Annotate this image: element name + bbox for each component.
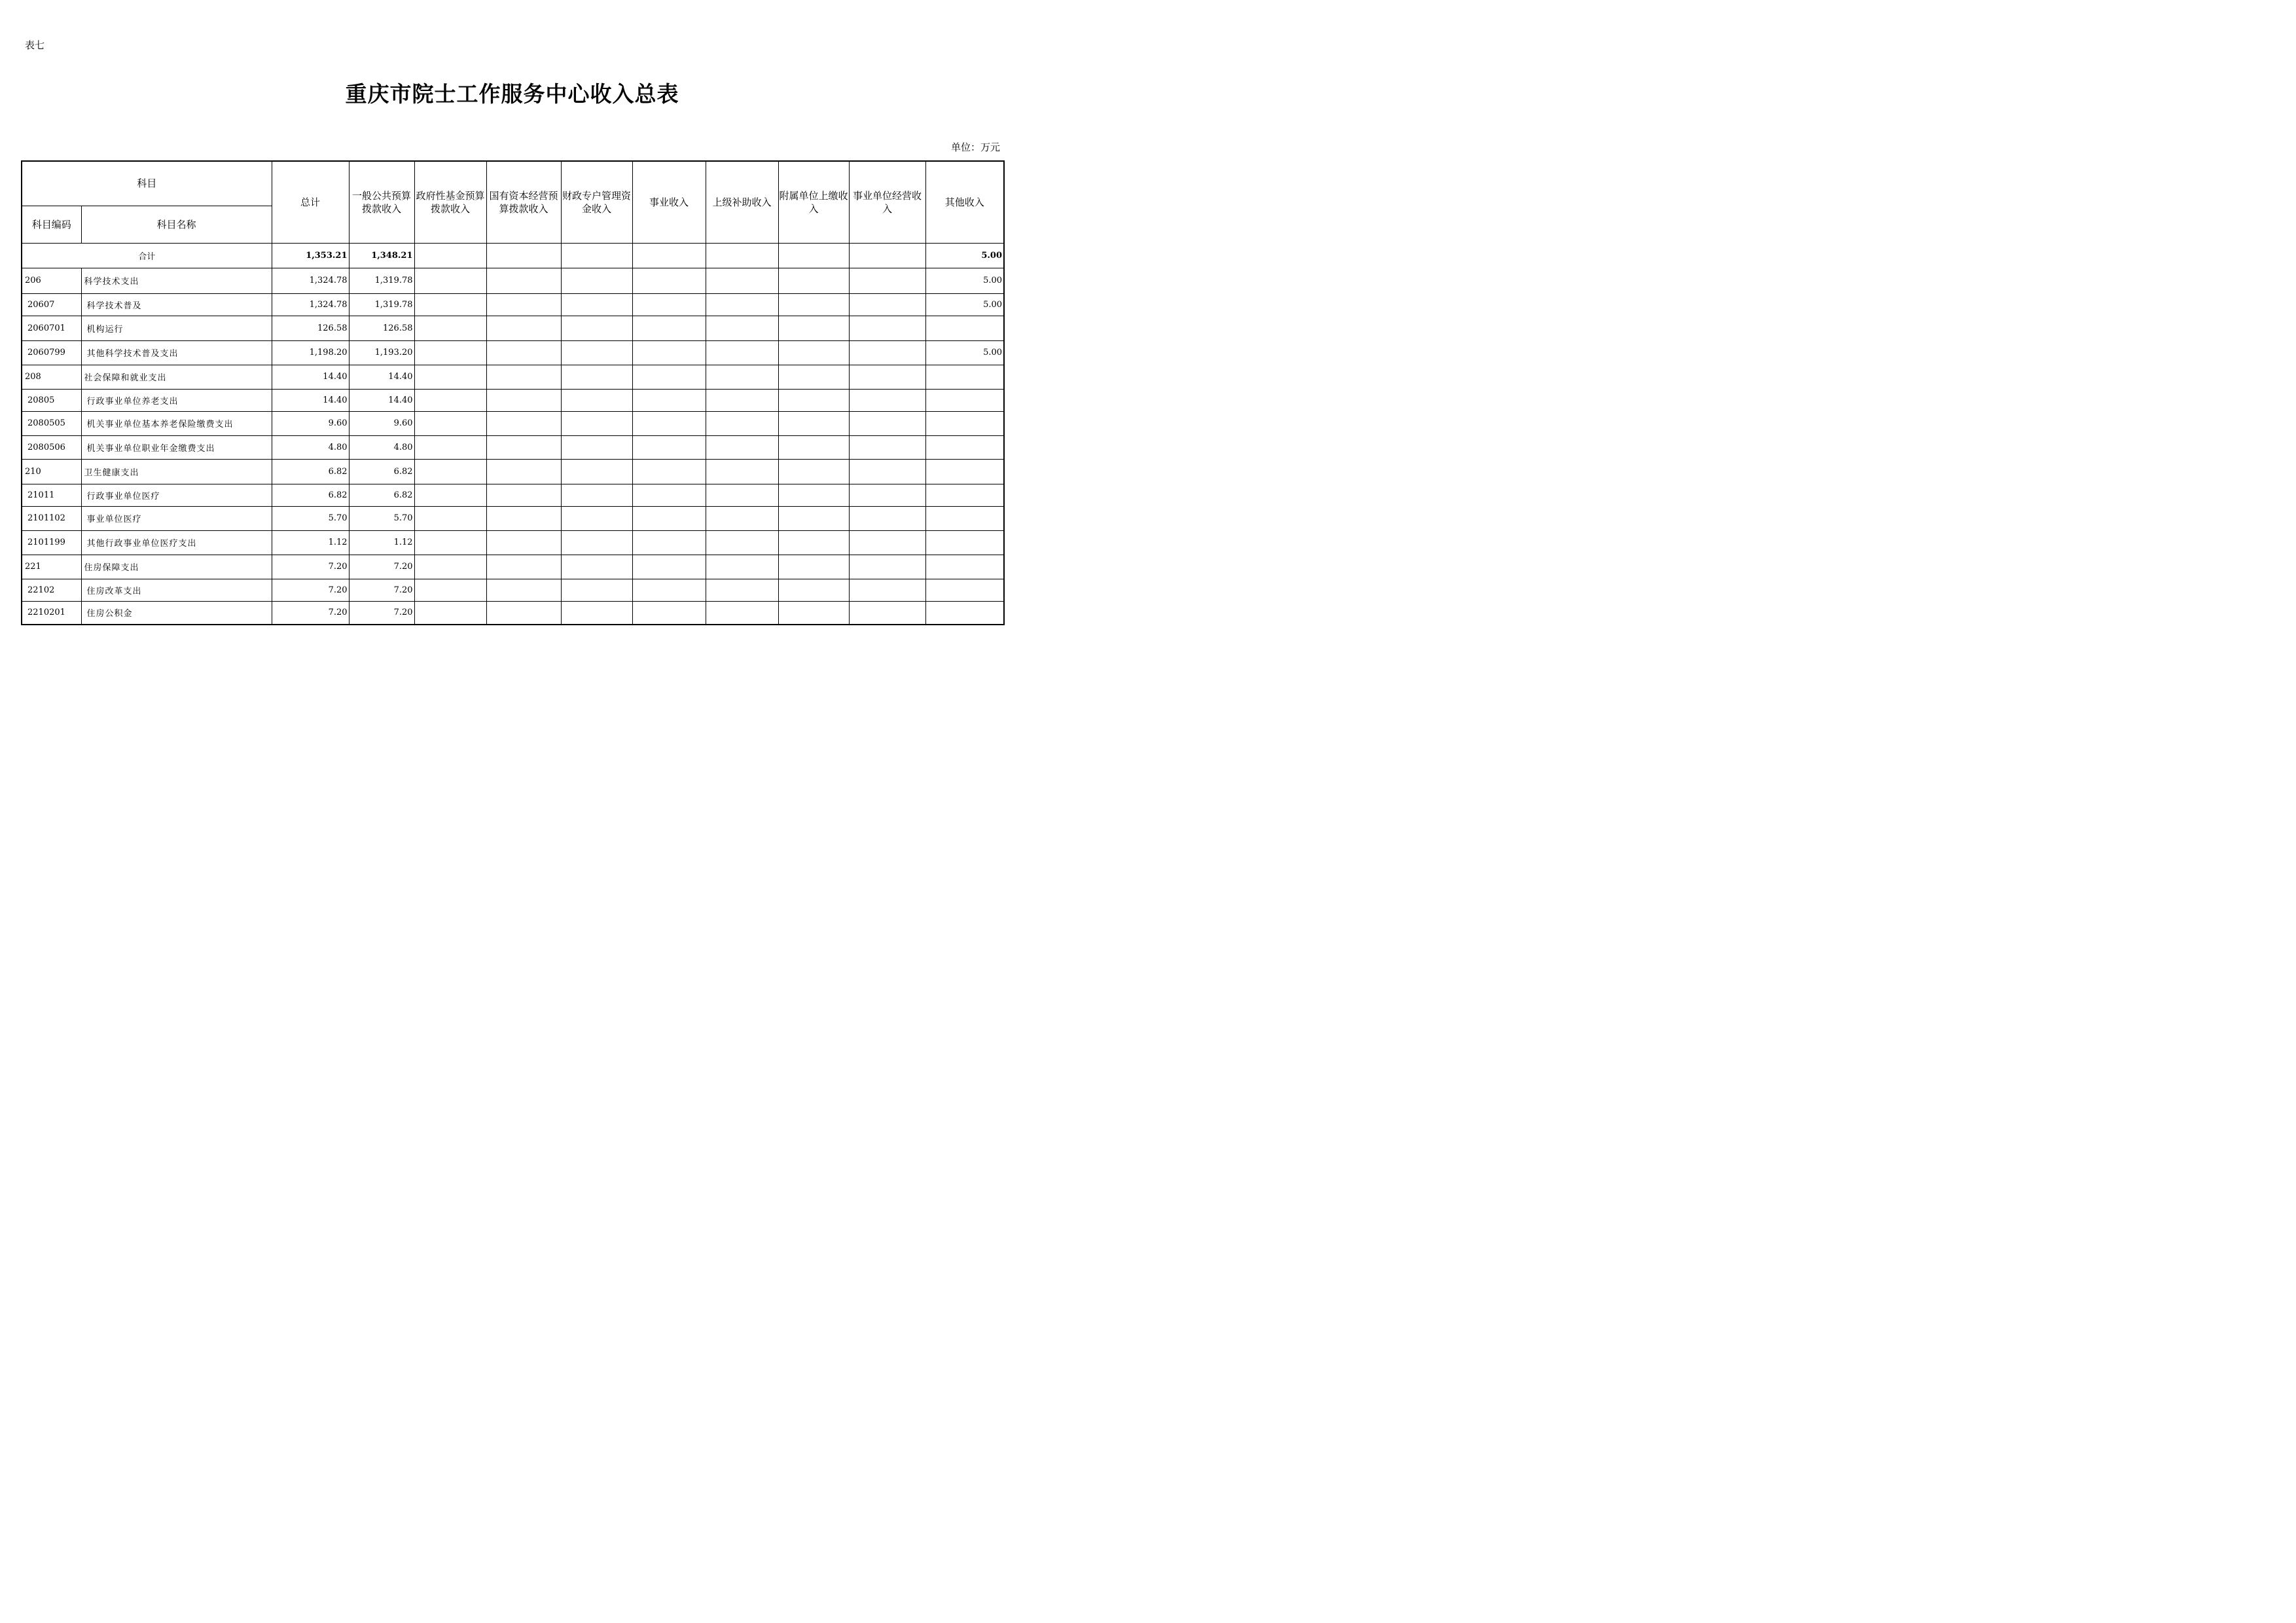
value-cell	[706, 601, 778, 625]
value-cell	[486, 365, 561, 389]
value-cell	[561, 293, 632, 316]
value-cell: 1.12	[349, 530, 414, 555]
value-cell	[849, 484, 925, 506]
value-cell	[706, 365, 778, 389]
value-cell: 14.40	[349, 365, 414, 389]
subject-name-cell: 社会保障和就业支出	[81, 365, 272, 389]
value-cell	[706, 506, 778, 530]
col-header: 财政专户管理资金收入	[561, 161, 632, 243]
value-cell: 6.82	[349, 459, 414, 484]
col-header: 事业收入	[632, 161, 706, 243]
value-cell	[561, 411, 632, 435]
total-value-cell	[849, 243, 925, 268]
value-cell	[632, 484, 706, 506]
value-cell: 6.82	[272, 459, 349, 484]
table-row	[22, 530, 1004, 555]
value-cell	[632, 579, 706, 601]
value-cell	[414, 459, 486, 484]
value-cell	[632, 601, 706, 625]
value-cell	[561, 484, 632, 506]
value-cell	[925, 506, 1004, 530]
value-cell	[849, 268, 925, 293]
col-header: 总计	[272, 161, 349, 243]
value-cell	[849, 579, 925, 601]
total-value-cell: 1,348.21	[349, 243, 414, 268]
value-cell	[706, 579, 778, 601]
value-cell: 1,324.78	[272, 268, 349, 293]
subject-code-cell: 208	[22, 365, 81, 389]
subject-code-cell: 206	[22, 268, 81, 293]
value-cell	[632, 435, 706, 459]
value-cell	[706, 555, 778, 579]
total-value-cell	[414, 243, 486, 268]
subject-code-cell: 2080506	[22, 435, 81, 459]
value-cell: 1,319.78	[349, 268, 414, 293]
subject-name-cell: 住房公积金	[81, 601, 272, 625]
subject-code-cell: 20607	[22, 293, 81, 316]
page-title: 重庆市院士工作服务中心收入总表	[345, 81, 679, 107]
subject-code-cell: 21011	[22, 484, 81, 506]
value-cell: 5.00	[925, 340, 1004, 365]
value-cell	[925, 579, 1004, 601]
subject-code-cell: 221	[22, 555, 81, 579]
value-cell	[778, 601, 849, 625]
value-cell	[778, 459, 849, 484]
value-cell	[561, 340, 632, 365]
total-value-cell: 1,353.21	[272, 243, 349, 268]
value-cell: 1.12	[272, 530, 349, 555]
value-cell: 7.20	[349, 601, 414, 625]
total-label: 合计	[22, 243, 272, 268]
value-cell: 9.60	[349, 411, 414, 435]
subject-name-cell: 机关事业单位职业年金缴费支出	[81, 435, 272, 459]
table-row	[22, 579, 1004, 601]
value-cell	[561, 365, 632, 389]
value-cell	[778, 435, 849, 459]
value-cell	[414, 411, 486, 435]
value-cell	[849, 555, 925, 579]
value-cell: 14.40	[272, 365, 349, 389]
unit-label: 单位：万元	[950, 141, 1000, 153]
value-cell: 7.20	[272, 601, 349, 625]
value-cell	[414, 555, 486, 579]
value-cell	[925, 555, 1004, 579]
value-cell	[706, 484, 778, 506]
value-cell	[925, 316, 1004, 340]
subject-name-cell: 行政事业单位医疗	[81, 484, 272, 506]
value-cell	[561, 435, 632, 459]
value-cell	[849, 411, 925, 435]
value-cell	[778, 506, 849, 530]
value-cell	[414, 340, 486, 365]
value-cell: 5.70	[272, 506, 349, 530]
table-row	[22, 293, 1004, 316]
value-cell	[632, 530, 706, 555]
value-cell: 14.40	[272, 389, 349, 411]
value-cell: 126.58	[272, 316, 349, 340]
value-cell	[632, 389, 706, 411]
table-row	[22, 484, 1004, 506]
value-cell: 5.70	[349, 506, 414, 530]
value-cell	[561, 555, 632, 579]
value-cell	[778, 316, 849, 340]
value-cell	[849, 293, 925, 316]
value-cell	[706, 340, 778, 365]
subject-header: 科目	[22, 161, 272, 206]
value-cell: 4.80	[349, 435, 414, 459]
value-cell	[778, 555, 849, 579]
table-row	[22, 506, 1004, 530]
value-cell: 6.82	[349, 484, 414, 506]
subject-name-cell: 其他行政事业单位医疗支出	[81, 530, 272, 555]
code-header: 科目编码	[22, 206, 81, 243]
value-cell	[849, 601, 925, 625]
subject-name-cell: 住房保障支出	[81, 555, 272, 579]
value-cell	[414, 579, 486, 601]
value-cell	[414, 389, 486, 411]
value-cell	[778, 365, 849, 389]
value-cell	[706, 435, 778, 459]
table-row	[22, 555, 1004, 579]
subject-code-cell: 2210201	[22, 601, 81, 625]
value-cell	[849, 365, 925, 389]
total-value-cell: 5.00	[925, 243, 1004, 268]
value-cell	[486, 530, 561, 555]
subject-code-cell: 2101199	[22, 530, 81, 555]
value-cell	[414, 601, 486, 625]
value-cell	[706, 389, 778, 411]
subject-name-cell: 卫生健康支出	[81, 459, 272, 484]
value-cell	[849, 340, 925, 365]
subject-code-cell: 2080505	[22, 411, 81, 435]
table-row	[22, 268, 1004, 293]
value-cell	[561, 601, 632, 625]
value-cell	[849, 530, 925, 555]
value-cell	[925, 435, 1004, 459]
value-cell	[414, 365, 486, 389]
value-cell	[778, 484, 849, 506]
subject-name-cell: 行政事业单位养老支出	[81, 389, 272, 411]
value-cell: 7.20	[349, 579, 414, 601]
value-cell	[486, 579, 561, 601]
table-row	[22, 435, 1004, 459]
value-cell	[706, 293, 778, 316]
value-cell	[486, 268, 561, 293]
subject-code-cell: 210	[22, 459, 81, 484]
table-row	[22, 601, 1004, 625]
value-cell	[706, 316, 778, 340]
total-value-cell	[632, 243, 706, 268]
subject-name-cell: 住房改革支出	[81, 579, 272, 601]
value-cell	[414, 268, 486, 293]
value-cell	[849, 316, 925, 340]
value-cell	[561, 506, 632, 530]
value-cell	[486, 411, 561, 435]
total-value-cell	[561, 243, 632, 268]
value-cell: 1,193.20	[349, 340, 414, 365]
value-cell	[778, 389, 849, 411]
subject-name-cell: 事业单位医疗	[81, 506, 272, 530]
value-cell	[849, 389, 925, 411]
value-cell	[778, 268, 849, 293]
value-cell	[486, 340, 561, 365]
value-cell	[561, 316, 632, 340]
value-cell	[561, 389, 632, 411]
value-cell	[632, 411, 706, 435]
value-cell	[486, 316, 561, 340]
value-cell: 1,324.78	[272, 293, 349, 316]
value-cell	[706, 411, 778, 435]
value-cell	[778, 293, 849, 316]
value-cell: 6.82	[272, 484, 349, 506]
subject-code-cell: 20805	[22, 389, 81, 411]
value-cell	[414, 530, 486, 555]
value-cell	[849, 506, 925, 530]
col-header: 附属单位上缴收入	[778, 161, 849, 243]
subject-name-cell: 科学技术普及	[81, 293, 272, 316]
value-cell	[925, 365, 1004, 389]
value-cell	[414, 435, 486, 459]
value-cell	[632, 555, 706, 579]
value-cell	[925, 601, 1004, 625]
value-cell	[486, 506, 561, 530]
table-row	[22, 316, 1004, 340]
value-cell	[486, 555, 561, 579]
value-cell	[706, 530, 778, 555]
col-header: 一般公共预算拨款收入	[349, 161, 414, 243]
income-table	[21, 160, 1005, 625]
col-header: 事业单位经营收入	[849, 161, 925, 243]
value-cell	[414, 506, 486, 530]
table-row	[22, 365, 1004, 389]
value-cell: 5.00	[925, 268, 1004, 293]
value-cell	[778, 579, 849, 601]
col-header: 政府性基金预算拨款收入	[414, 161, 486, 243]
value-cell	[414, 316, 486, 340]
header-row	[22, 161, 1004, 206]
value-cell	[632, 506, 706, 530]
value-cell	[414, 484, 486, 506]
subject-name-cell: 机构运行	[81, 316, 272, 340]
subject-code-cell: 2060799	[22, 340, 81, 365]
value-cell	[561, 459, 632, 484]
subject-name-cell: 机关事业单位基本养老保险缴费支出	[81, 411, 272, 435]
value-cell	[925, 389, 1004, 411]
value-cell	[486, 389, 561, 411]
table-number: 表七	[25, 39, 45, 51]
value-cell	[632, 365, 706, 389]
table-row	[22, 411, 1004, 435]
value-cell: 7.20	[349, 555, 414, 579]
value-cell: 126.58	[349, 316, 414, 340]
subject-code-cell: 22102	[22, 579, 81, 601]
value-cell: 5.00	[925, 293, 1004, 316]
value-cell	[849, 459, 925, 484]
value-cell	[486, 601, 561, 625]
table-row	[22, 340, 1004, 365]
value-cell	[632, 340, 706, 365]
value-cell: 1,319.78	[349, 293, 414, 316]
name-header: 科目名称	[81, 206, 272, 243]
subject-name-cell: 科学技术支出	[81, 268, 272, 293]
col-header: 国有资本经营预算拨款收入	[486, 161, 561, 243]
total-value-cell	[706, 243, 778, 268]
value-cell: 1,198.20	[272, 340, 349, 365]
value-cell: 7.20	[272, 579, 349, 601]
value-cell	[778, 530, 849, 555]
value-cell	[632, 293, 706, 316]
value-cell	[925, 459, 1004, 484]
value-cell	[561, 268, 632, 293]
value-cell	[849, 435, 925, 459]
table-row	[22, 389, 1004, 411]
value-cell	[486, 459, 561, 484]
value-cell	[778, 411, 849, 435]
value-cell: 4.80	[272, 435, 349, 459]
subject-code-cell: 2101102	[22, 506, 81, 530]
col-header: 上级补助收入	[706, 161, 778, 243]
value-cell	[925, 484, 1004, 506]
value-cell	[414, 293, 486, 316]
value-cell	[925, 530, 1004, 555]
value-cell	[778, 340, 849, 365]
subject-code-cell: 2060701	[22, 316, 81, 340]
value-cell	[561, 530, 632, 555]
value-cell	[486, 293, 561, 316]
total-row	[22, 243, 1004, 268]
value-cell	[632, 268, 706, 293]
value-cell	[561, 579, 632, 601]
total-value-cell	[778, 243, 849, 268]
value-cell	[632, 316, 706, 340]
total-value-cell	[486, 243, 561, 268]
value-cell	[486, 484, 561, 506]
value-cell: 9.60	[272, 411, 349, 435]
value-cell	[706, 268, 778, 293]
subject-name-cell: 其他科学技术普及支出	[81, 340, 272, 365]
value-cell	[925, 411, 1004, 435]
value-cell	[486, 435, 561, 459]
value-cell: 14.40	[349, 389, 414, 411]
value-cell: 7.20	[272, 555, 349, 579]
col-header: 其他收入	[925, 161, 1004, 243]
table-row	[22, 459, 1004, 484]
value-cell	[632, 459, 706, 484]
value-cell	[706, 459, 778, 484]
